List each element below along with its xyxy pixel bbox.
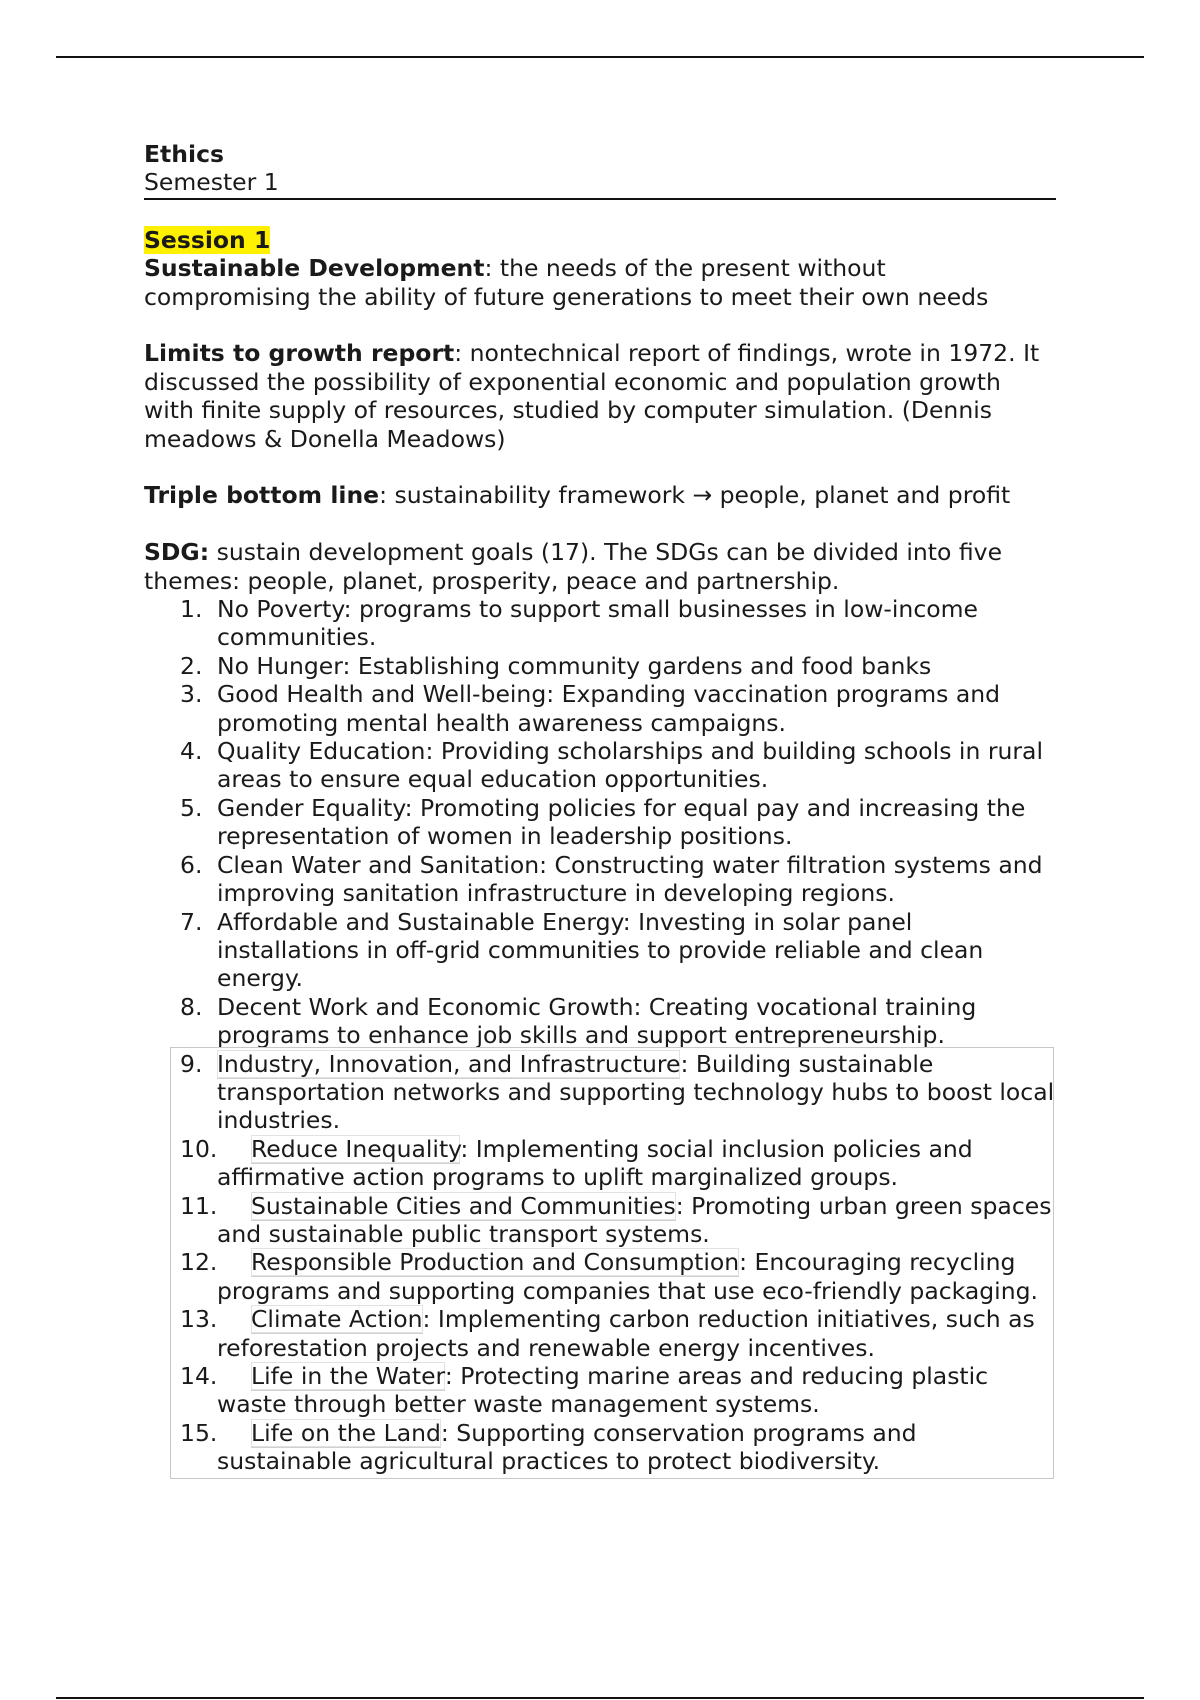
goal-name: Industry, Innovation, and Infrastructure xyxy=(217,1049,681,1078)
list-number: 10. xyxy=(180,1134,218,1163)
goal-text: : Supporting conservation programs and sustainable agricultural practices to protect biodiversity. xyxy=(217,1418,917,1476)
page-top-rule xyxy=(56,56,1144,58)
session-title: Session 1 xyxy=(144,225,271,254)
definition-sustainable-development xyxy=(144,254,1056,311)
definition-text: : sustainability framework → people, planet and profit xyxy=(379,481,1011,510)
list-number: 15. xyxy=(180,1418,218,1447)
session-heading xyxy=(144,226,1056,254)
list-item xyxy=(144,680,1056,737)
list-number: 8. xyxy=(180,992,203,1021)
definition-term: Limits to growth report xyxy=(144,339,455,368)
goal-text: : Encouraging recycling programs and supporting companies that use eco-friendly packaging. xyxy=(217,1248,1038,1305)
list-number: 7. xyxy=(180,907,203,936)
list-item xyxy=(144,1248,1056,1305)
goal-text: : Implementing carbon reduction initiatives, such as reforestation projects and renewable energy incentives. xyxy=(217,1305,1035,1362)
goal-text: : Constructing water filtration systems and improving sanitation infrastructure in developing regions. xyxy=(217,850,1043,908)
goal-name: Life on the Land xyxy=(251,1418,441,1447)
goal-text: : Building sustainable transportation networks and supporting technology hubs to boost local industries. xyxy=(217,1049,1055,1135)
list-item xyxy=(144,1050,1056,1135)
goal-name: Good Health and Well-being xyxy=(217,680,547,709)
definition-text: sustain development goals (17). The SDGs can be divided into five themes: people, planet, prosperity, peace and partnership. xyxy=(144,538,1003,595)
goal-name: Affordable and Sustainable Energy xyxy=(217,907,623,936)
goal-name: Clean Water and Sanitation xyxy=(217,850,540,879)
list-item xyxy=(144,908,1056,993)
goal-name: Quality Education xyxy=(217,737,426,766)
list-number: 14. xyxy=(180,1362,218,1391)
definition-sdg xyxy=(144,538,1056,595)
sdg-list xyxy=(144,595,1056,1050)
list-number: 12. xyxy=(180,1248,218,1277)
sdg-list-boxed-section xyxy=(144,1050,1056,1476)
definition-term: SDG: xyxy=(144,538,210,567)
definition-limits-to-growth xyxy=(144,339,1056,453)
list-number: 1. xyxy=(180,595,203,624)
goal-name: No Hunger xyxy=(217,651,343,680)
goal-name: No Poverty xyxy=(217,595,344,624)
definition-text: : the needs of the present without compromising the ability of future generations to meet their own needs xyxy=(144,254,989,311)
goal-name: Life in the Water xyxy=(251,1362,445,1391)
goal-name: Responsible Production and Consumption xyxy=(251,1248,740,1277)
list-number: 3. xyxy=(180,680,203,709)
goal-text: : Establishing community gardens and food banks xyxy=(342,651,932,680)
list-item xyxy=(144,595,1056,652)
goal-text: : Providing scholarships and building schools in rural areas to ensure equal education opportunities. xyxy=(217,737,1043,794)
list-number: 5. xyxy=(180,793,203,822)
list-number: 11. xyxy=(180,1191,218,1220)
list-number: 6. xyxy=(180,850,203,879)
goal-text: : Protecting marine areas and reducing plastic waste through better waste management systems. xyxy=(217,1362,989,1419)
course-title: Ethics xyxy=(144,140,224,168)
list-item xyxy=(144,737,1056,794)
list-item xyxy=(144,1362,1056,1419)
list-item xyxy=(144,851,1056,908)
goal-text: : Creating vocational training programs to enhance job skills and support entrepreneurship. xyxy=(217,992,977,1050)
goal-text: : Investing in solar panel installations in off-grid communities to provide reliable and clean energy. xyxy=(217,907,984,993)
list-item xyxy=(144,1135,1056,1192)
goal-name: Gender Equality xyxy=(217,793,405,822)
goal-name: Sustainable Cities and Communities xyxy=(251,1191,676,1220)
goal-name: Decent Work and Economic Growth xyxy=(217,992,634,1021)
page-bottom-rule xyxy=(56,1697,1144,1699)
list-number: 4. xyxy=(180,737,203,766)
sdg-list-continued xyxy=(144,1050,1056,1135)
list-item xyxy=(144,1305,1056,1362)
document-body xyxy=(144,140,1056,1476)
goal-name: Reduce Inequality xyxy=(251,1134,461,1163)
list-number: 2. xyxy=(180,651,203,680)
goal-text: : Promoting urban green spaces and sustainable public transport systems. xyxy=(217,1191,1052,1248)
definition-triple-bottom-line xyxy=(144,481,1056,509)
list-item xyxy=(144,794,1056,851)
list-number: 13. xyxy=(180,1305,218,1334)
list-number: 9. xyxy=(180,1049,203,1078)
list-item xyxy=(144,993,1056,1050)
list-item xyxy=(144,652,1056,680)
definition-term: Triple bottom line xyxy=(144,481,380,510)
goal-text: : programs to support small businesses in low-income communities. xyxy=(217,595,978,652)
goal-text: : Promoting policies for equal pay and increasing the representation of women in leadership positions. xyxy=(217,793,1026,851)
goal-text: : Expanding vaccination programs and promoting mental health awareness campaigns. xyxy=(217,680,1001,737)
semester-label: Semester 1 xyxy=(144,168,1056,199)
list-item xyxy=(144,1192,1056,1249)
goal-text: : Implementing social inclusion policies and affirmative action programs to uplift marginalized groups. xyxy=(217,1134,973,1192)
definition-text: : nontechnical report of findings, wrote in 1972. It discussed the possibility of exponential economic and population growth with finite supply of resources, studied by computer simulation. (Dennis meadows & Donella Meadows) xyxy=(144,339,1040,453)
list-item xyxy=(144,1419,1056,1476)
definition-term: Sustainable Development xyxy=(144,254,485,283)
goal-name: Climate Action xyxy=(251,1305,423,1334)
sdg-list-continued-2 xyxy=(144,1135,1056,1476)
